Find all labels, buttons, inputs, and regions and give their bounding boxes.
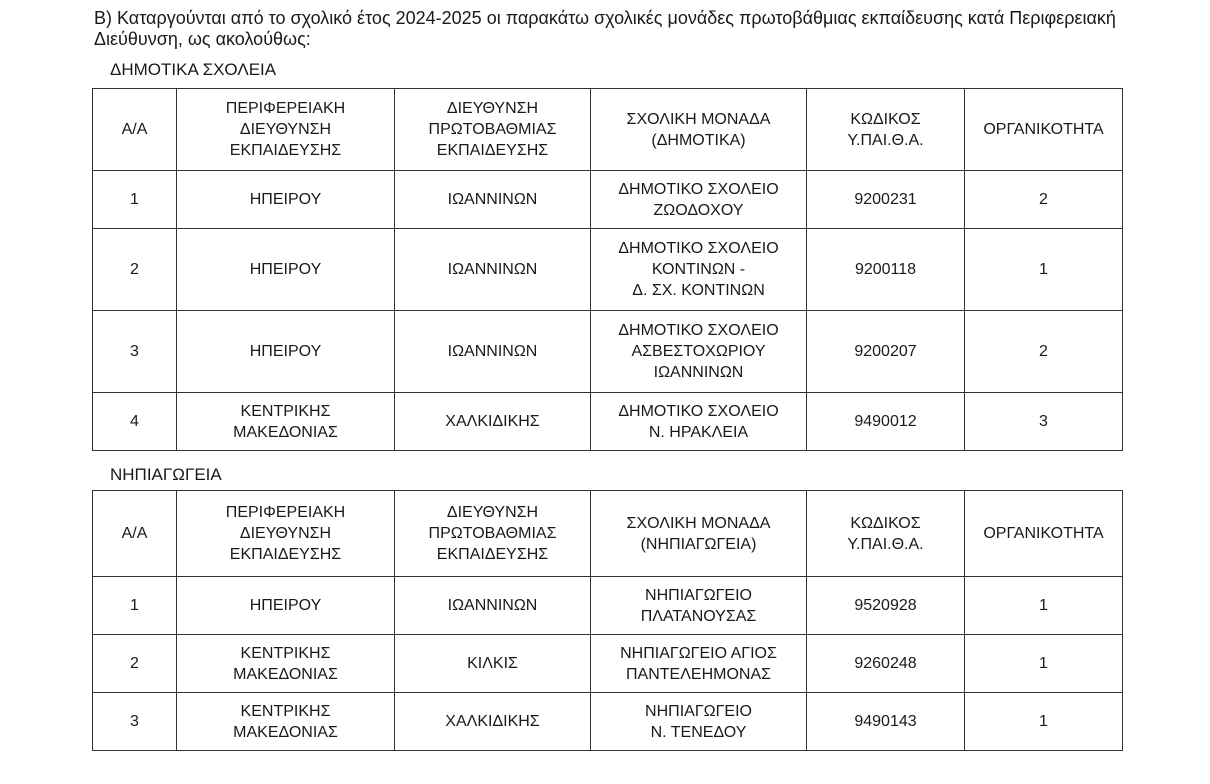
cell-aa: 1 — [93, 577, 177, 635]
nipiagogeia-table — [92, 490, 1123, 751]
header-directorate: ΔΙΕΥΘΥΝΣΗ ΠΡΩΤΟΒΑΘΜΙΑΣ ΕΚΠΑΙΔΕΥΣΗΣ — [395, 491, 591, 577]
header-unit: ΣΧΟΛΙΚΗ ΜΟΝΑΔΑ (ΔΗΜΟΤΙΚΑ) — [591, 89, 807, 171]
cell-aa: 2 — [93, 229, 177, 311]
cell-aa: 3 — [93, 693, 177, 751]
header-unit: ΣΧΟΛΙΚΗ ΜΟΝΑΔΑ (ΝΗΠΙΑΓΩΓΕΙΑ) — [591, 491, 807, 577]
cell-directorate: ΧΑΛΚΙΔΙΚΗΣ — [395, 693, 591, 751]
cell-directorate: ΙΩΑΝΝΙΝΩΝ — [395, 229, 591, 311]
dimotika-table — [92, 88, 1123, 451]
section-title-nipiagogeia: ΝΗΠΙΑΓΩΓΕΙΑ — [110, 465, 222, 484]
cell-organic: 3 — [965, 393, 1123, 451]
cell-code: 9520928 — [807, 577, 965, 635]
table-row — [93, 311, 1123, 393]
header-organic: ΟΡΓΑΝΙΚΟΤΗΤΑ — [965, 491, 1123, 577]
header-aa: Α/Α — [93, 89, 177, 171]
cell-organic: 1 — [965, 693, 1123, 751]
header-region: ΠΕΡΙΦΕΡΕΙΑΚΗ ΔΙΕΥΘΥΝΣΗ ΕΚΠΑΙΔΕΥΣΗΣ — [177, 89, 395, 171]
cell-code: 9490143 — [807, 693, 965, 751]
table-header-row — [93, 89, 1123, 171]
cell-code: 9200231 — [807, 171, 965, 229]
section-title-dimotika: ΔΗΜΟΤΙΚΑ ΣΧΟΛΕΙΑ — [110, 60, 277, 79]
cell-unit: ΔΗΜΟΤΙΚΟ ΣΧΟΛΕΙΟ ΖΩΟΔΟΧΟΥ — [591, 171, 807, 229]
table-row — [93, 577, 1123, 635]
cell-region: ΚΕΝΤΡΙΚΗΣ ΜΑΚΕΔΟΝΙΑΣ — [177, 635, 395, 693]
header-directorate: ΔΙΕΥΘΥΝΣΗ ΠΡΩΤΟΒΑΘΜΙΑΣ ΕΚΠΑΙΔΕΥΣΗΣ — [395, 89, 591, 171]
cell-directorate: ΚΙΛΚΙΣ — [395, 635, 591, 693]
table-header-row — [93, 491, 1123, 577]
table-row — [93, 635, 1123, 693]
table-row — [93, 171, 1123, 229]
cell-code: 9200207 — [807, 311, 965, 393]
cell-organic: 1 — [965, 635, 1123, 693]
cell-directorate: ΙΩΑΝΝΙΝΩΝ — [395, 311, 591, 393]
cell-region: ΚΕΝΤΡΙΚΗΣ ΜΑΚΕΔΟΝΙΑΣ — [177, 693, 395, 751]
cell-code: 9260248 — [807, 635, 965, 693]
cell-code: 9490012 — [807, 393, 965, 451]
cell-unit: ΝΗΠΙΑΓΩΓΕΙΟ ΠΛΑΤΑΝΟΥΣΑΣ — [591, 577, 807, 635]
table-row — [93, 693, 1123, 751]
cell-organic: 2 — [965, 171, 1123, 229]
table-row — [93, 229, 1123, 311]
cell-unit: ΔΗΜΟΤΙΚΟ ΣΧΟΛΕΙΟ Ν. ΗΡΑΚΛΕΙΑ — [591, 393, 807, 451]
cell-directorate: ΧΑΛΚΙΔΙΚΗΣ — [395, 393, 591, 451]
cell-aa: 2 — [93, 635, 177, 693]
cell-code: 9200118 — [807, 229, 965, 311]
cell-organic: 1 — [965, 577, 1123, 635]
cell-region: ΚΕΝΤΡΙΚΗΣ ΜΑΚΕΔΟΝΙΑΣ — [177, 393, 395, 451]
cell-directorate: ΙΩΑΝΝΙΝΩΝ — [395, 171, 591, 229]
cell-region: ΗΠΕΙΡΟΥ — [177, 311, 395, 393]
intro-paragraph: Β) Καταργούνται από το σχολικό έτος 2024-2025 οι παρακάτω σχολικές μονάδες πρωτοβάθμιας εκπαίδευσης κατά Περιφερειακή Διεύθυνση, ως ακολούθως: — [94, 8, 1116, 49]
header-code: ΚΩΔΙΚΟΣ Υ.ΠΑΙ.Θ.Α. — [807, 89, 965, 171]
cell-unit: ΝΗΠΙΑΓΩΓΕΙΟ Ν. ΤΕΝΕΔΟΥ — [591, 693, 807, 751]
cell-region: ΗΠΕΙΡΟΥ — [177, 229, 395, 311]
cell-aa: 1 — [93, 171, 177, 229]
cell-region: ΗΠΕΙΡΟΥ — [177, 171, 395, 229]
cell-organic: 2 — [965, 311, 1123, 393]
cell-region: ΗΠΕΙΡΟΥ — [177, 577, 395, 635]
header-organic: ΟΡΓΑΝΙΚΟΤΗΤΑ — [965, 89, 1123, 171]
header-code: ΚΩΔΙΚΟΣ Υ.ΠΑΙ.Θ.Α. — [807, 491, 965, 577]
table-row — [93, 393, 1123, 451]
cell-unit: ΝΗΠΙΑΓΩΓΕΙΟ ΑΓΙΟΣ ΠΑΝΤΕΛΕΗΜΟΝΑΣ — [591, 635, 807, 693]
cell-aa: 4 — [93, 393, 177, 451]
cell-unit: ΔΗΜΟΤΙΚΟ ΣΧΟΛΕΙΟ ΑΣΒΕΣΤΟΧΩΡΙΟΥ ΙΩΑΝΝΙΝΩΝ — [591, 311, 807, 393]
header-aa: Α/Α — [93, 491, 177, 577]
cell-organic: 1 — [965, 229, 1123, 311]
cell-directorate: ΙΩΑΝΝΙΝΩΝ — [395, 577, 591, 635]
cell-aa: 3 — [93, 311, 177, 393]
header-region: ΠΕΡΙΦΕΡΕΙΑΚΗ ΔΙΕΥΘΥΝΣΗ ΕΚΠΑΙΔΕΥΣΗΣ — [177, 491, 395, 577]
cell-unit: ΔΗΜΟΤΙΚΟ ΣΧΟΛΕΙΟ ΚΟΝΤΙΝΩΝ - Δ. ΣΧ. ΚΟΝΤΙΝΩΝ — [591, 229, 807, 311]
